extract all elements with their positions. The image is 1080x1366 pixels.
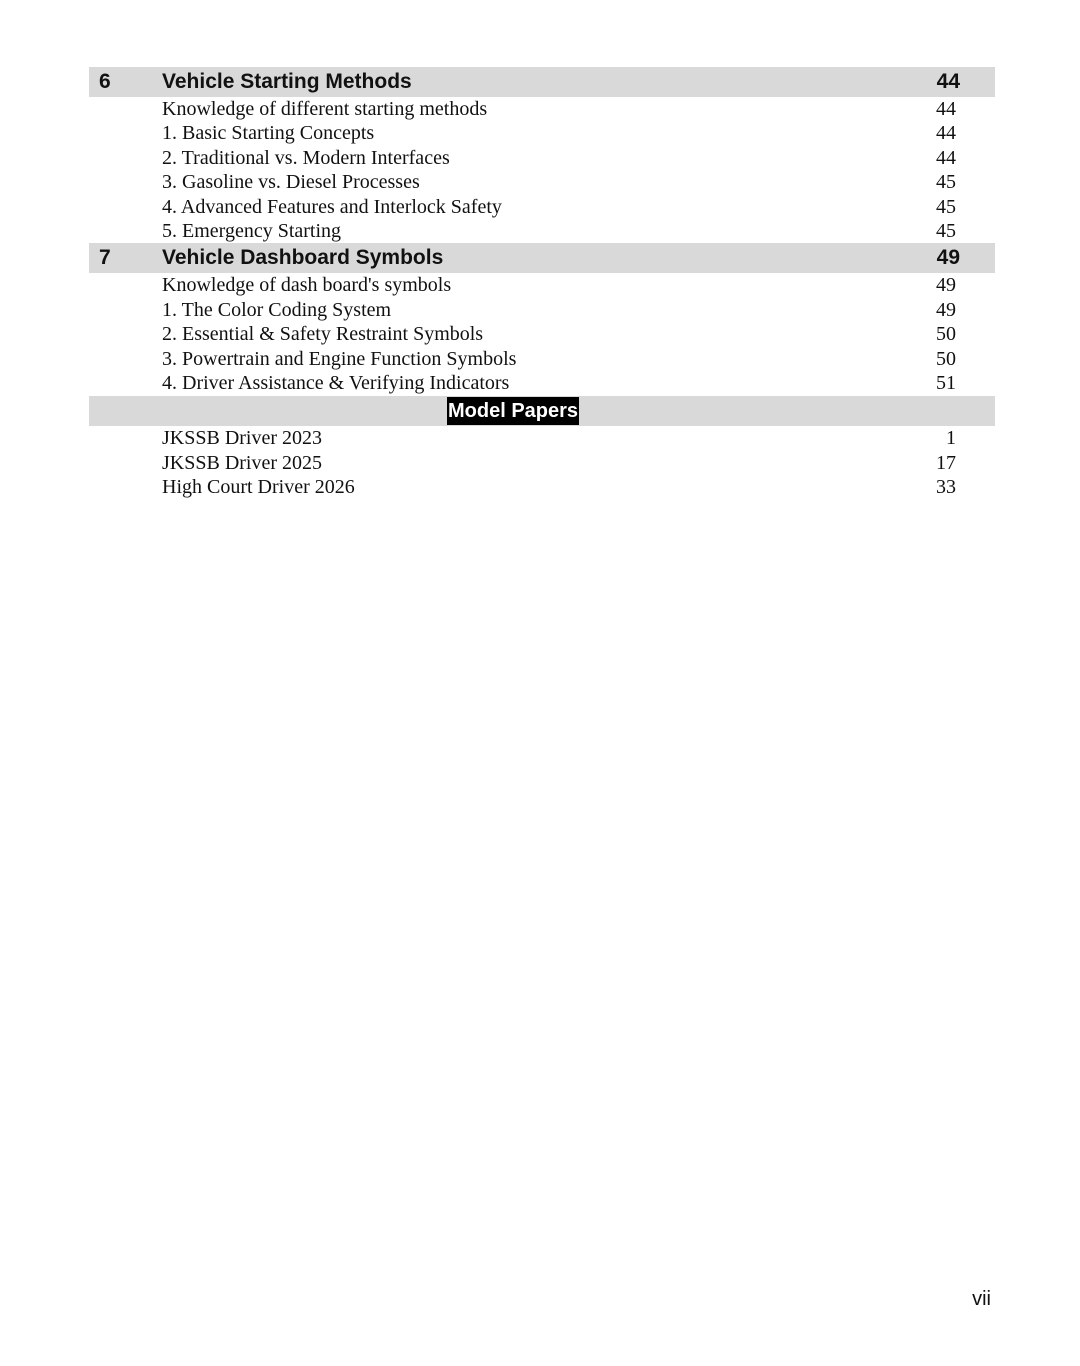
chapter-title: Vehicle Dashboard Symbols <box>162 246 444 270</box>
chapter-page-number: 49 <box>936 246 960 270</box>
chapter-number: 7 <box>99 246 111 270</box>
toc-entry <box>89 273 995 297</box>
toc-entry <box>89 426 995 450</box>
toc-entry-page: 44 <box>936 98 956 120</box>
toc-entry <box>89 195 995 219</box>
toc-entry-text: JKSSB Driver 2025 <box>162 451 323 474</box>
toc-entry-text: 2. Essential & Safety Restraint Symbols <box>162 323 484 346</box>
toc-entry-page: 49 <box>936 298 956 321</box>
toc-entry <box>89 347 995 371</box>
toc-entry <box>89 97 995 121</box>
toc-entry <box>89 219 995 243</box>
toc-entry-text: 3. Powertrain and Engine Function Symbols <box>162 347 517 370</box>
toc-entry-text: High Court Driver 2026 <box>162 476 355 499</box>
toc-entry-page: 17 <box>936 451 956 474</box>
toc-entry-text: 5. Emergency Starting <box>162 219 342 242</box>
toc-entry-page: 44 <box>936 146 956 169</box>
toc-entry-text: 1. Basic Starting Concepts <box>162 122 375 145</box>
toc-entry-text: 1. The Color Coding System <box>162 298 392 321</box>
model-papers-title: Model Papers <box>447 397 579 425</box>
toc-entry-page: 49 <box>936 274 956 297</box>
chapter-number: 6 <box>99 70 111 93</box>
toc-entry-text: 4. Driver Assistance & Verifying Indicators <box>162 371 510 394</box>
toc-entry <box>89 298 995 322</box>
chapter-header <box>89 243 995 273</box>
toc-entry-text: 3. Gasoline vs. Diesel Processes <box>162 171 420 194</box>
toc-entry-page: 33 <box>936 476 956 499</box>
toc-entry <box>89 322 995 346</box>
toc-entry-text: 4. Advanced Features and Interlock Safety <box>162 195 502 218</box>
toc-entry <box>89 475 995 499</box>
toc-entry <box>89 451 995 475</box>
toc-entry-page: 44 <box>936 122 956 145</box>
toc-entry-page: 45 <box>936 171 956 194</box>
toc-entry-page: 45 <box>936 195 956 218</box>
toc-entry <box>89 146 995 170</box>
toc-entry <box>89 170 995 194</box>
page-number: vii <box>972 1288 991 1310</box>
toc-entry-page: 50 <box>936 323 956 346</box>
toc-entry <box>89 371 995 395</box>
toc-entry-text: JKSSB Driver 2023 <box>162 427 323 450</box>
chapter-header <box>89 67 995 97</box>
toc-entry-text: Knowledge of dash board's symbols <box>162 274 452 297</box>
toc-entry-page: 51 <box>936 371 956 394</box>
toc-entry <box>89 121 995 145</box>
toc-entry-page: 1 <box>946 427 956 450</box>
chapter-title: Vehicle Starting Methods <box>162 70 412 93</box>
toc-entry-page: 50 <box>936 347 956 370</box>
toc-entry-text: Knowledge of different starting methods <box>162 98 488 120</box>
table-of-contents <box>89 67 995 499</box>
model-papers-header <box>89 396 995 426</box>
toc-entry-page: 45 <box>936 219 956 242</box>
chapter-page-number: 44 <box>936 70 960 93</box>
toc-entry-text: 2. Traditional vs. Modern Interfaces <box>162 146 450 169</box>
